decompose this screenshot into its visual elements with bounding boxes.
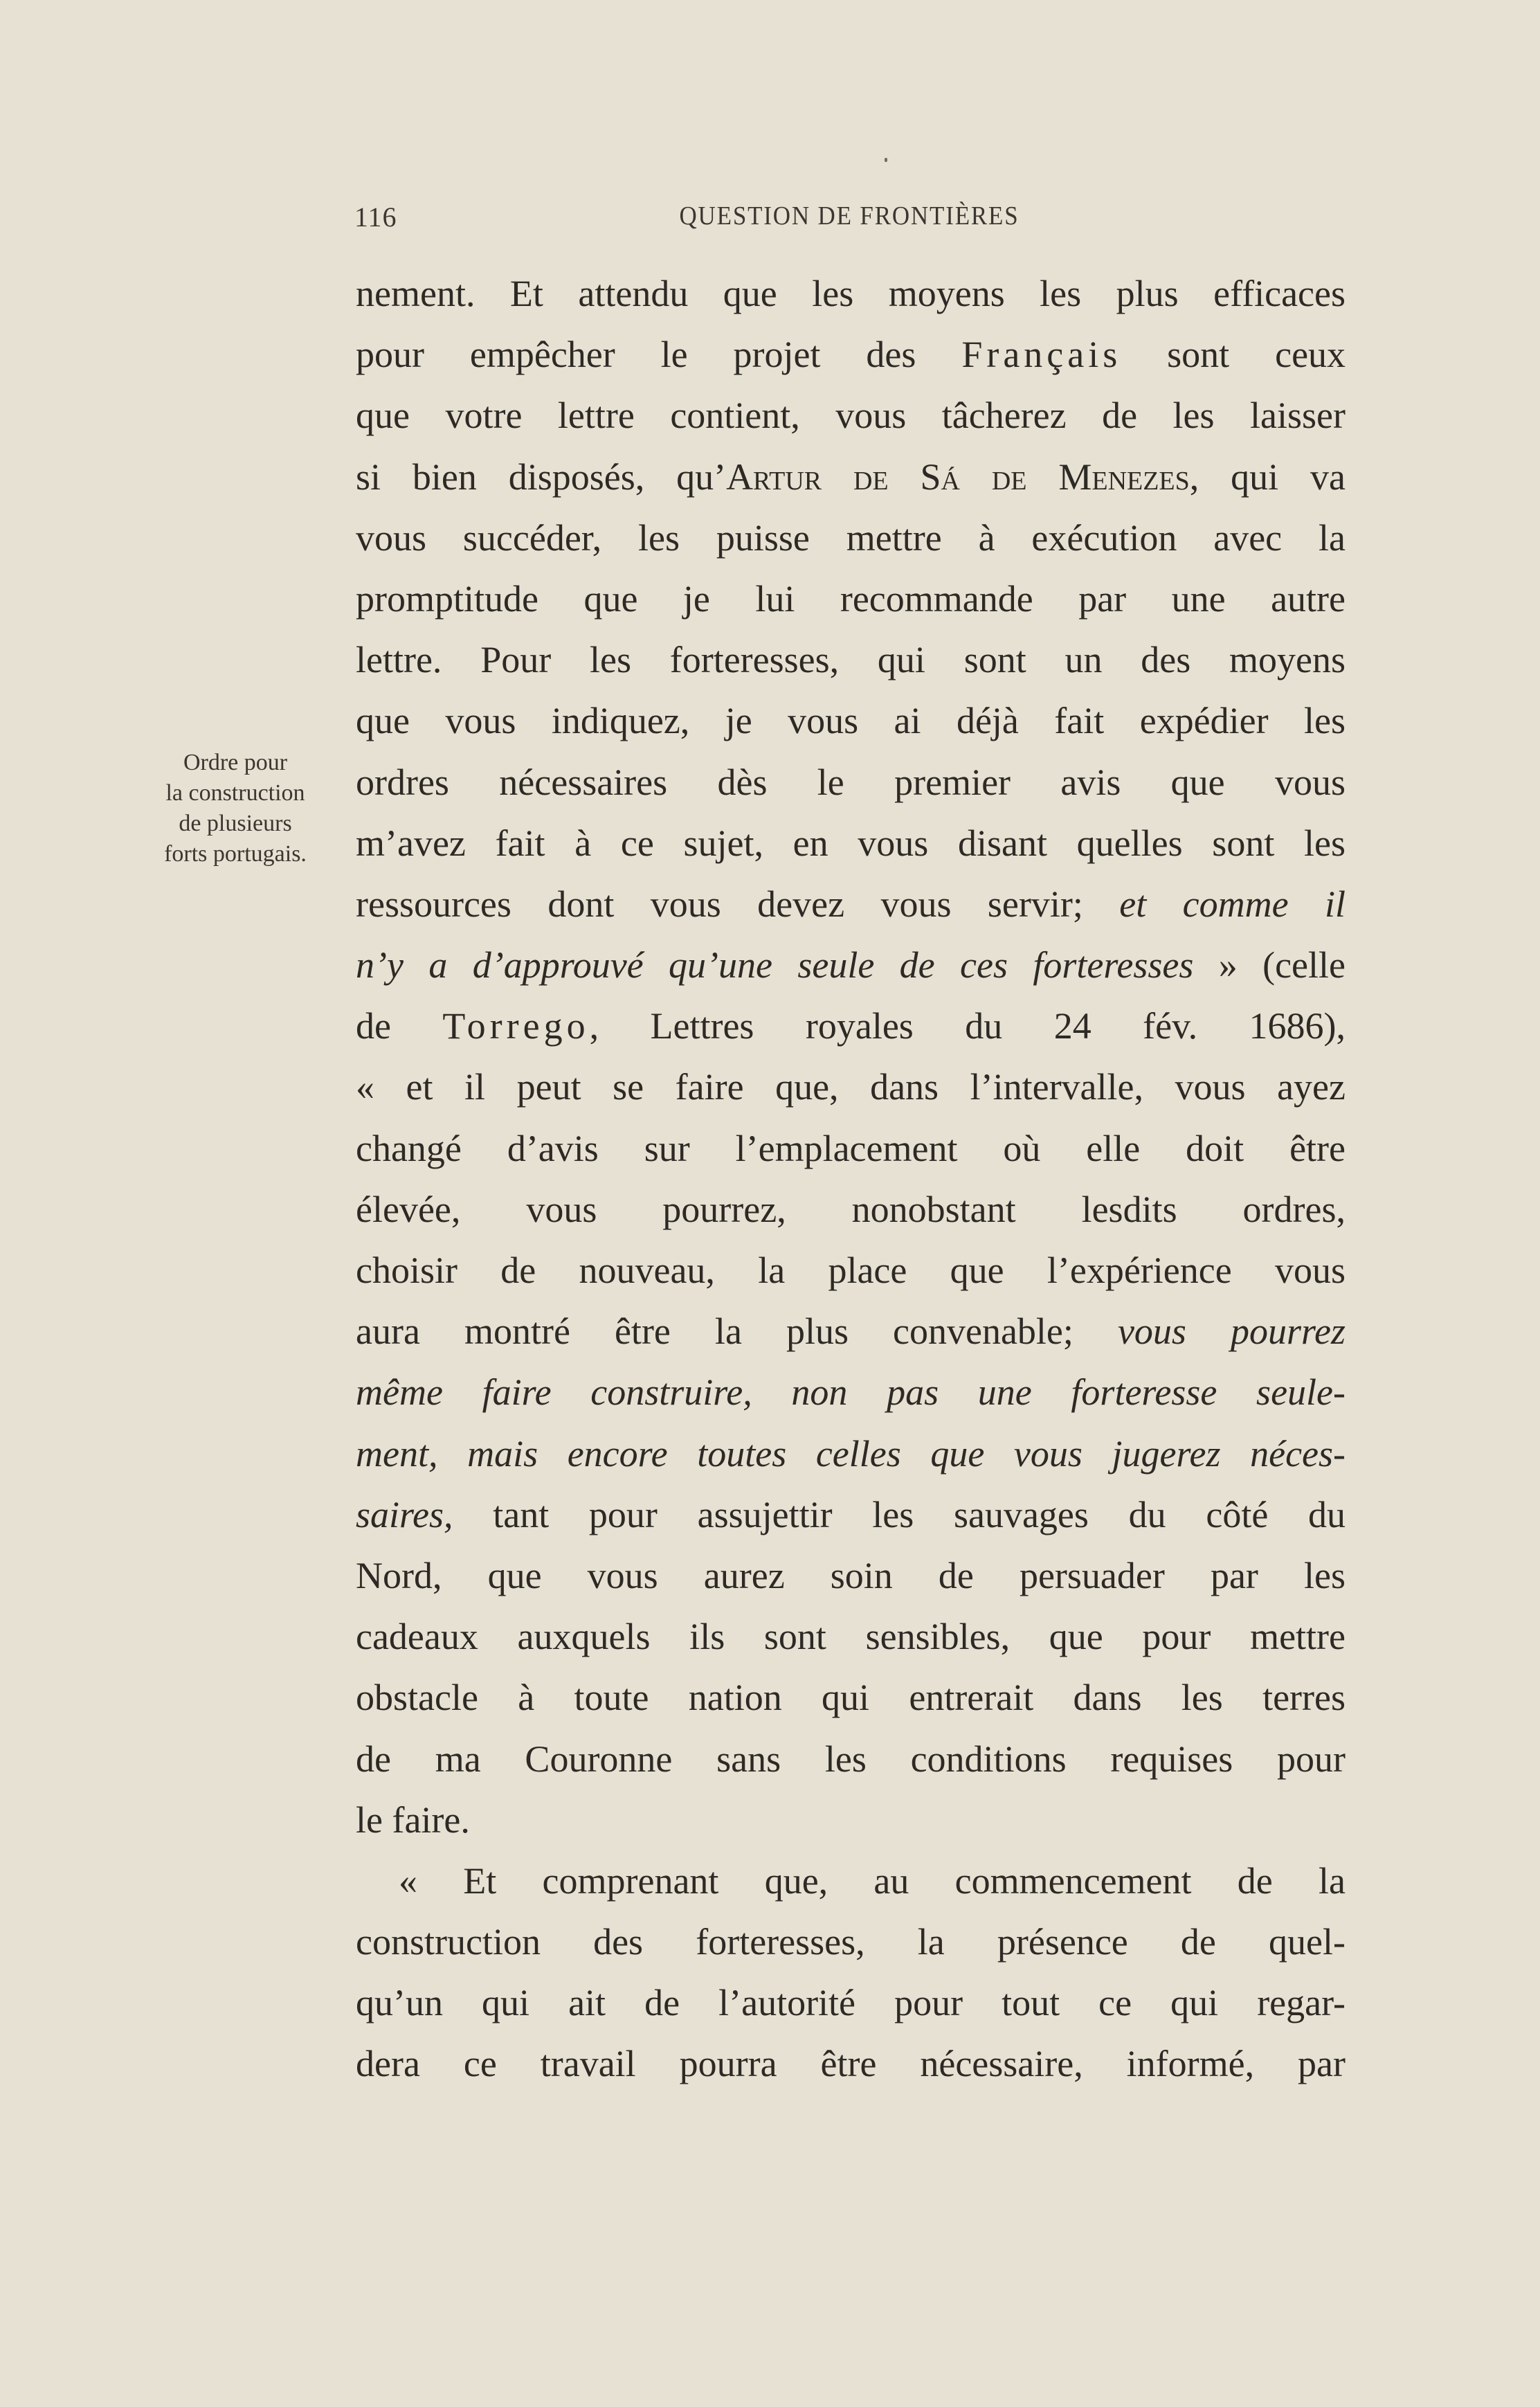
- margin-note-line: Ordre pour: [183, 750, 288, 775]
- text-line: [356, 1056, 1346, 1117]
- text-run: tant pour assujettir les sauvages du côté du: [493, 1493, 1346, 1535]
- text-run: que vous indiquez, je vous ai déjà fait expédier les: [356, 700, 1346, 742]
- person-name: Artur de Sá de Menezes: [726, 456, 1190, 498]
- italic-run: même faire construire, non pas une forteresse seule-: [356, 1371, 1346, 1414]
- text-run: que votre lettre contient, vous tâcherez de les laisser: [356, 395, 1346, 437]
- text-run: qu’un qui ait de l’autorité pour tout ce qui regar-: [356, 1982, 1346, 2024]
- text-run: ressources dont vous devez vous servir;: [356, 883, 1083, 925]
- spaced-word: Torrego: [442, 1005, 590, 1047]
- text-line: [356, 1240, 1346, 1301]
- text-run: cadeaux auxquels ils sont sensibles, que pour mettre: [356, 1616, 1346, 1658]
- text-line: [356, 385, 1346, 446]
- text-run: élevée, vous pourrez, nonobstant lesdits ordres,: [356, 1188, 1346, 1230]
- running-title: QUESTION DE FRONTIÈRES: [679, 201, 1020, 231]
- text-line: [356, 1911, 1346, 1972]
- text-line: [356, 1423, 1346, 1484]
- text-run: de: [356, 1005, 391, 1047]
- text-run: vous succéder, les puisse mettre à exécution avec la: [356, 516, 1346, 559]
- text-run: choisir de nouveau, la place que l’expérience vous: [356, 1250, 1346, 1291]
- italic-run: saires,: [356, 1493, 453, 1535]
- text-run: dera ce travail pourra être nécessaire, informé, par: [356, 2043, 1346, 2085]
- page-number: 116: [354, 201, 397, 233]
- text-line: [356, 1301, 1346, 1362]
- spaced-word: Français: [961, 334, 1122, 376]
- text-run: promptitude que je lui recommande par une autre: [356, 577, 1346, 620]
- text-run: , Lettres royales du 24 fév. 1686),: [589, 1005, 1346, 1047]
- text-line: [356, 1118, 1346, 1179]
- text-line: [356, 874, 1346, 935]
- text-line: [356, 1545, 1346, 1606]
- italic-run: n’y a d’approuvé qu’une seule de ces forteresses: [356, 944, 1194, 986]
- text-run: sont ceux: [1167, 334, 1346, 376]
- text-run: aura montré être la plus convenable;: [356, 1310, 1074, 1353]
- text-run: » (celle: [1218, 944, 1346, 986]
- italic-run: vous pourrez: [1117, 1310, 1346, 1353]
- text-line: [356, 995, 1346, 1056]
- text-run: m’avez fait à ce sujet, en vous disant quelles sont les: [356, 822, 1346, 864]
- text-run: , qui va: [1189, 456, 1346, 498]
- text-line: [356, 447, 1346, 507]
- text-line: [356, 507, 1346, 568]
- text-line: [356, 324, 1346, 385]
- text-run: changé d’avis sur l’emplacement où elle doit être: [356, 1127, 1346, 1169]
- text-run: si bien disposés, qu’: [356, 456, 727, 498]
- text-line: [356, 1972, 1346, 2033]
- text-line: [356, 1850, 1346, 1911]
- text-line: [356, 1179, 1346, 1240]
- text-line: [356, 629, 1346, 690]
- margin-note-line: de plusieurs: [179, 811, 292, 836]
- page-header: [354, 201, 1344, 240]
- margin-note: [132, 748, 339, 869]
- text-line: [356, 1362, 1346, 1423]
- text-line: [356, 568, 1346, 629]
- print-speck: [885, 158, 887, 162]
- text-line: [356, 2033, 1346, 2094]
- text-run: construction des forteresses, la présence de quel-: [356, 1921, 1346, 1963]
- text-line: [356, 1606, 1346, 1667]
- text-run: pour empêcher le projet des: [356, 334, 916, 376]
- text-line: [356, 1729, 1346, 1790]
- text-run: Nord, que vous aurez soin de persuader par les: [356, 1554, 1346, 1596]
- italic-run: et comme il: [1119, 883, 1346, 925]
- text-run: le faire.: [356, 1799, 470, 1841]
- text-line: [356, 813, 1346, 874]
- main-text: [356, 263, 1346, 2095]
- text-run: obstacle à toute nation qui entrerait dans les terres: [356, 1677, 1346, 1719]
- text-line: [356, 1790, 1346, 1850]
- text-run: nement. Et attendu que les moyens les plus efficaces: [356, 273, 1346, 314]
- margin-note-line: forts portugais.: [164, 841, 307, 867]
- text-run: « et il peut se faire que, dans l’intervalle, vous ayez: [356, 1066, 1346, 1108]
- margin-note-line: la construction: [165, 780, 305, 806]
- text-run: de ma Couronne sans les conditions requises pour: [356, 1738, 1346, 1780]
- text-run: lettre. Pour les forteresses, qui sont un des moyens: [356, 639, 1346, 681]
- text-line: [356, 752, 1346, 813]
- italic-run: ment, mais encore toutes celles que vous jugerez néces-: [356, 1432, 1346, 1475]
- text-line: [356, 935, 1346, 995]
- text-run: « Et comprenant que, au commencement de la: [399, 1859, 1346, 1902]
- text-line: [356, 690, 1346, 751]
- text-run: ordres nécessaires dès le premier avis que vous: [356, 761, 1346, 803]
- text-line: [356, 1484, 1346, 1545]
- text-line: [356, 263, 1346, 324]
- text-line: [356, 1667, 1346, 1728]
